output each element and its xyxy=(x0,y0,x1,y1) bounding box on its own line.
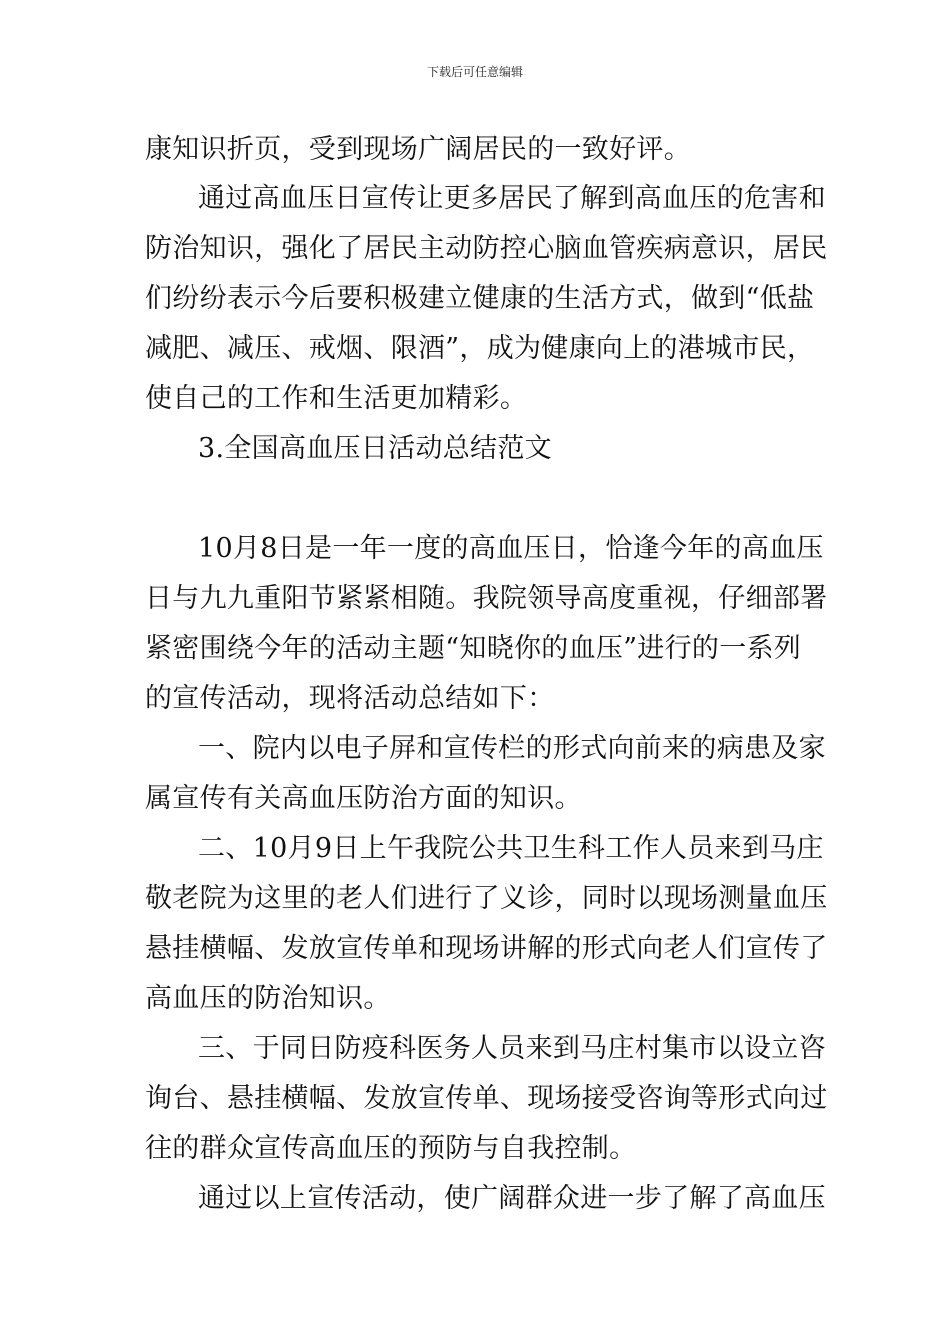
text-line: 高血压的防治知识。 xyxy=(145,983,391,1014)
text-line: 的宣传活动，现将活动总结如下： xyxy=(145,683,555,714)
text-line: 属宣传有关高血压防治方面的知识。 xyxy=(145,783,582,814)
paragraph-first-line: 三、于同日防疫科医务人员来到马庄村集市以设立咨 xyxy=(198,1033,826,1064)
text-line: 敬老院为这里的老人们进行了义诊，同时以现场测量血压 xyxy=(145,883,828,914)
paragraph-first-line: 10月8日是一年一度的高血压日，恰逢今年的高血压 xyxy=(198,533,824,564)
paragraph-first-line: 通过以上宣传活动，使广阔群众进一步了解了高血压 xyxy=(198,1183,826,1214)
paragraph-first-line: 二、10月9日上午我院公共卫生科工作人员来到马庄 xyxy=(198,833,824,864)
text-line: 日与九九重阳节紧紧相随。我院领导高度重视，仔细部署 xyxy=(145,583,828,614)
text-line: 康知识折页，受到现场广阔居民的一致好评。 xyxy=(145,134,691,165)
paragraph-first-line: 一、院内以电子屏和宣传栏的形式向前来的病患及家 xyxy=(198,733,826,764)
page-header: 下载后可任意编辑 xyxy=(426,65,523,79)
text-line: 减肥、减压、戒烟、限酒”，成为健康向上的港城市民， xyxy=(145,333,815,364)
section-heading: 3.全国高血压日活动总结范文 xyxy=(198,433,552,464)
text-line: 悬挂横幅、发放宣传单和现场讲解的形式向老人们宣传了 xyxy=(145,933,828,964)
text-line: 防治知识，强化了居民主动防控心脑血管疾病意识，居民 xyxy=(145,233,828,264)
text-line: 紧密围绕今年的活动主题“知晓你的血压”进行的一系列 xyxy=(145,633,802,664)
text-line: 往的群众宣传高血压的预防与自我控制。 xyxy=(145,1133,637,1164)
text-line: 询台、悬挂横幅、发放宣传单、现场接受咨询等形式向过 xyxy=(145,1083,828,1114)
text-line: 使自己的工作和生活更加精彩。 xyxy=(145,383,528,414)
paragraph-first-line: 通过高血压日宣传让更多居民了解到高血压的危害和 xyxy=(198,183,826,214)
text-line: 们纷纷表示今后要积极建立健康的生活方式，做到“低盐 xyxy=(145,283,815,314)
